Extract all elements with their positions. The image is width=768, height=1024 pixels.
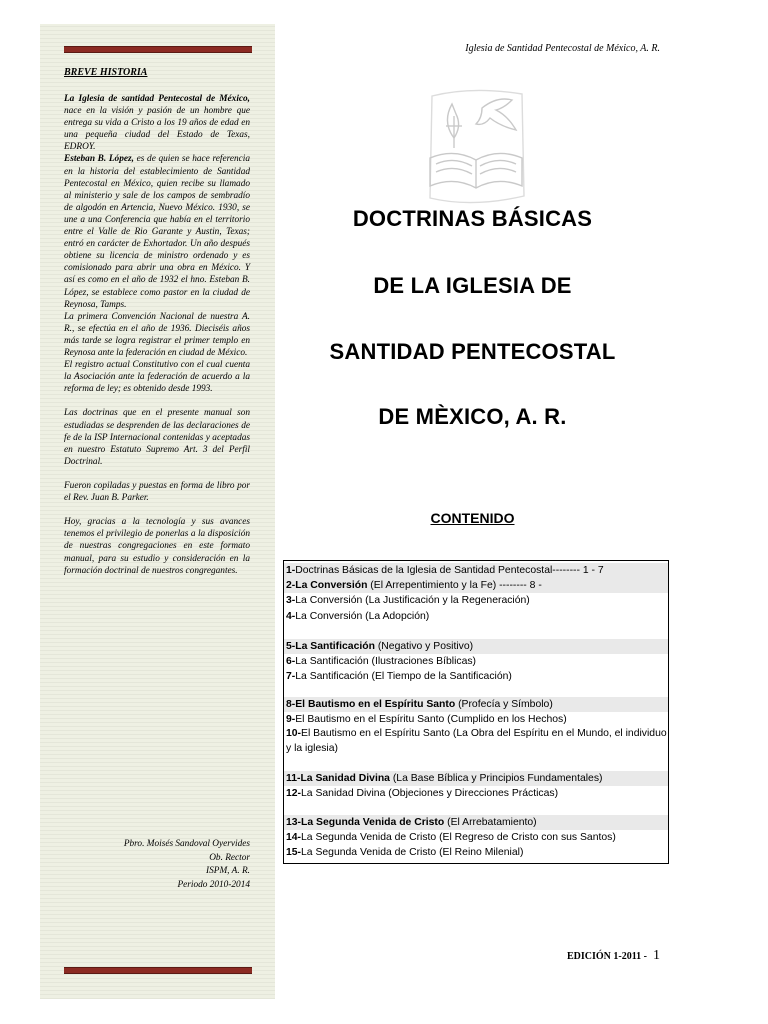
toc-item-11 (284, 771, 668, 786)
edition-label: EDICIÓN 1-2011 - (566, 951, 647, 962)
toc-text: La Segunda Venida de Cristo (El Reino Milenial) (301, 847, 524, 858)
toc-number: 14- (286, 832, 302, 843)
toc-number: 11- (286, 773, 301, 784)
toc-number: 6- (286, 656, 296, 667)
toc-item-10 (284, 727, 668, 756)
toc-bold: La Segunda Venida de Cristo (301, 817, 445, 828)
toc-item-8 (284, 697, 668, 712)
history-paragraph-7: Hoy, gracias a la tecnología y sus avances tenemos el privilegio de ponerlas a la disposición de nuestras congregaciones en este formato manual, para su estudio y consideración en la formación doctrinal de nuestros congregantes. (64, 517, 250, 576)
sidebar-bottom-bar (64, 967, 252, 974)
toc-item-4 (284, 609, 668, 624)
signature-org: ISPM, A. R. (206, 866, 250, 877)
toc-text: La Sanidad Divina (Objeciones y Direcciones Prácticas) (301, 788, 559, 799)
signature-name: Pbro. Moisés Sandoval Oyervides (123, 839, 250, 849)
toc-bold: La Santificación (295, 641, 375, 652)
history-p2-rest: es de quien se hace referencia en la historia del establecimiento de Santidad Pentecostal en México, quien recibe su llamado al ministerio y sale de los campos de sembradío de algodón en Artencia, Nuevo México. 1930, se une a una Conferencia que había en el territorio entre el Valle de Rio Garante y Austin, Texas; entró en carácter de Exhortador. Un año después obtiene su licencia de ministro ordenado y es comisionado para abrir una obra en México. Y así es como en el año de 1932 el hno. Esteban B. López, se establece como pastor en la ciudad de Reynosa, Tamps. (64, 154, 250, 310)
toc-number: 7- (286, 671, 296, 682)
title-line-1: DOCTRINAS BÁSICAS (352, 206, 593, 231)
toc-bold: La Sanidad Divina (300, 773, 390, 784)
toc-text: (Profecía y Símbolo) (455, 699, 553, 710)
toc-text: (El Arrebatamiento) (444, 817, 537, 828)
toc-item-15 (284, 845, 668, 860)
history-p2-bold: Esteban B. López, (64, 154, 134, 165)
running-header: Iglesia de Santidad Pentecostal de México, A. R. (465, 43, 660, 54)
toc-text: (Negativo y Positivo) (374, 641, 474, 652)
toc-text: La Segunda Venida de Cristo (El Regreso de Cristo con sus Santos) (301, 832, 616, 843)
table-of-contents (283, 560, 669, 864)
sidebar-title: BREVE HISTORIA (64, 67, 148, 78)
sidebar-top-bar (64, 46, 252, 53)
toc-item-1 (284, 563, 668, 578)
contents-heading: CONTENIDO (430, 510, 515, 526)
church-emblem-icon (412, 86, 542, 210)
toc-text: (La Base Bíblica y Principios Fundamentales) (389, 773, 603, 784)
toc-text: La Santificación (El Tiempo de la Santificación) (295, 671, 512, 682)
history-paragraph-6: Fueron copiladas y puestas en forma de libro por el Rev. Juan B. Parker. (64, 481, 250, 504)
toc-number: 1- (286, 565, 296, 576)
sidebar-history (40, 24, 275, 999)
toc-number: 2- (286, 580, 296, 591)
toc-text: Doctrinas Básicas de la Iglesia de Santidad Pentecostal-------- 1 - 7 (295, 565, 604, 576)
history-paragraph-1 (64, 93, 250, 153)
toc-item-5 (284, 639, 668, 654)
toc-bold: La Conversión (295, 580, 368, 591)
toc-text: La Santificación (Ilustraciones Bíblicas) (295, 656, 477, 667)
history-p1-bold: La Iglesia de santidad Pentecostal de México, (64, 94, 250, 104)
toc-text: La Conversión (La Adopción) (295, 611, 430, 622)
title-line-2: DE LA IGLESIA DE (373, 273, 572, 298)
title-line-4: DE MÈXICO, A. R. (378, 404, 567, 429)
toc-number: 4- (286, 611, 296, 622)
sidebar-text (64, 93, 250, 577)
toc-number: 15- (286, 847, 302, 858)
history-paragraph-3: La primera Convención Nacional de nuestra A. R., se efectúa en el año de 1936. Dieciséis años más tarde se logra registrar el primer templo en Reynosa ante la federación en ciudad de México. (64, 311, 250, 358)
history-paragraph-2 (64, 153, 250, 310)
toc-number: 8- (286, 699, 296, 710)
toc-text: El Bautismo en el Espíritu Santo (Cumplido en los Hechos) (295, 714, 567, 725)
toc-item-12 (284, 786, 668, 801)
toc-number: 3- (286, 595, 296, 606)
signature-role: Ob. Rector (209, 852, 250, 863)
title-line-3: SANTIDAD PENTECOSTAL (329, 339, 616, 364)
toc-number: 10- (286, 728, 302, 739)
history-paragraph-4: El registro actual Constitutivo con el cual cuenta la Asociación ante la federación de acuerdo a la reforma de ley; es obtenido desde 1993. (64, 360, 250, 395)
toc-text: La Conversión (La Justificación y la Regeneración) (295, 595, 530, 606)
history-p1-rest: nace en la visión y pasión de un hombre que entrega su vida a Cristo a los 19 años de edad en una pequeña ciudad del Estado de Texas, EDROY. (64, 106, 250, 153)
toc-text: (El Arrepentimiento y la Fe) -------- 8 - (367, 580, 542, 591)
page-number: 1 (653, 948, 660, 963)
sidebar-signature (64, 838, 250, 892)
toc-item-3 (284, 593, 668, 608)
toc-number: 5- (286, 641, 296, 652)
edition-footer (470, 948, 660, 964)
toc-item-7 (284, 669, 668, 684)
toc-number: 12- (286, 788, 302, 799)
toc-text: El Bautismo en el Espíritu Santo (La Obra del Espíritu en el Mundo, el individuo y la iglesia) (286, 728, 667, 754)
toc-item-6 (284, 654, 668, 669)
toc-item-9 (284, 712, 668, 727)
toc-bold: El Bautismo en el Espíritu Santo (295, 699, 456, 710)
signature-period: Periodo 2010-2014 (177, 879, 250, 890)
toc-item-2 (284, 578, 668, 593)
toc-number: 9- (286, 714, 296, 725)
toc-number: 13- (286, 817, 302, 828)
toc-item-14 (284, 830, 668, 845)
history-paragraph-5: Las doctrinas que en el presente manual son estudiadas se desprenden de las declaraciones de fe de la ISP Internacional contenidas y aceptadas en nuestro Estatuto Supremo Art. 3 del Perfil Doctrinal. (64, 408, 250, 467)
toc-item-13 (284, 815, 668, 830)
